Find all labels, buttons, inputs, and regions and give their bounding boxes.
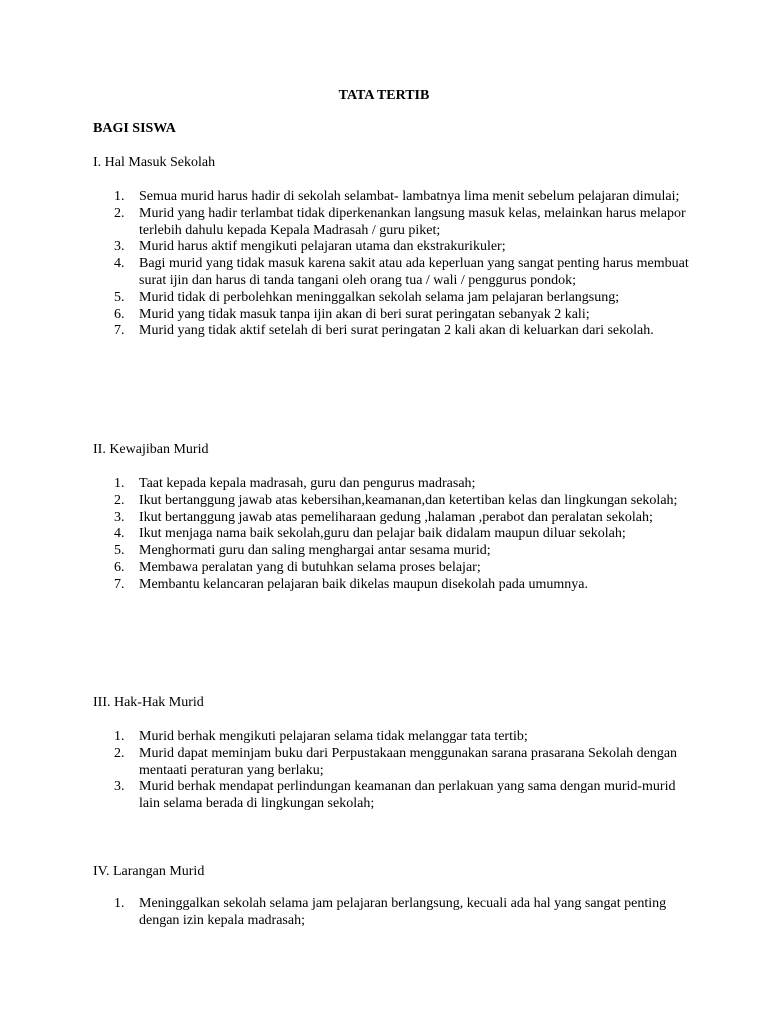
rule-item	[93, 239, 693, 256]
rule-text: Bagi murid yang tidak masuk karena sakit atau ada keperluan yang sangat penting harus membuat surat ijin dan harus di tanda tangani oleh orang tua / wali / penggurus pondok;	[139, 256, 689, 288]
rule-item	[93, 746, 693, 780]
document-title: TATA TERTIB	[338, 88, 430, 103]
rule-number: 1.	[114, 896, 125, 911]
section-heading-hal-masuk-sekolah: I. Hal Masuk Sekolah	[93, 155, 216, 170]
rule-number: 7.	[114, 323, 125, 339]
rule-item	[93, 577, 693, 594]
rule-text: Ikut bertanggung jawab atas kebersihan,keamanan,dan ketertiban kelas dan lingkungan sekolah;	[139, 492, 678, 508]
rule-number: 3.	[114, 779, 125, 795]
rule-text: Murid tidak di perbolehkan meninggalkan sekolah selama jam pelajaran berlangsung;	[139, 289, 620, 305]
rule-item	[93, 189, 693, 206]
rule-item	[93, 526, 693, 543]
rule-text: Murid yang hadir terlambat tidak diperkenankan langsung masuk kelas, melainkan harus melapor terlebih dahulu kepada Kepala Madrasah / guru piket;	[139, 205, 686, 238]
rule-number: 5.	[114, 543, 125, 559]
rule-item	[93, 206, 693, 240]
rule-text: Murid berhak mengikuti pelajaran selama tidak melanggar tata tertib;	[139, 729, 528, 744]
rule-number: 2.	[114, 205, 125, 221]
rule-list-hal-masuk-sekolah	[93, 189, 693, 340]
section-heading-larangan-murid: IV. Larangan Murid	[93, 864, 205, 879]
rule-item	[93, 779, 693, 813]
rule-list-hak-hak-murid	[93, 729, 693, 813]
rule-item	[93, 729, 693, 746]
rule-number: 5.	[114, 289, 125, 305]
rule-item	[93, 256, 693, 290]
rule-text: Murid dapat meminjam buku dari Perpustakaan menggunakan sarana prasarana Sekolah dengan mentaati peraturan yang berlaku;	[139, 745, 678, 778]
rule-item	[93, 493, 693, 510]
rule-text: Semua murid harus hadir di sekolah selambat- lambatnya lima menit sebelum pelajaran dimulai;	[139, 189, 680, 204]
rule-item	[93, 307, 693, 324]
rule-item	[93, 476, 693, 493]
rule-list-larangan-murid	[93, 896, 693, 930]
rule-number: 2.	[114, 492, 125, 508]
rule-text: Membawa peralatan yang di butuhkan selama proses belajar;	[139, 559, 481, 575]
rule-number: 1.	[114, 729, 125, 744]
rule-item	[93, 896, 693, 930]
rule-text: Membantu kelancaran pelajaran baik dikelas maupun disekolah pada umumnya.	[139, 576, 589, 592]
rule-text: Murid yang tidak aktif setelah di beri surat peringatan 2 kali akan di keluarkan dari sekolah.	[139, 323, 654, 339]
rule-number: 3.	[114, 509, 125, 525]
section-heading-kewajiban-murid: II. Kewajiban Murid	[93, 442, 209, 457]
rule-number: 3.	[114, 239, 125, 255]
document-subtitle: BAGI SISWA	[93, 121, 176, 136]
rule-number: 1.	[114, 189, 125, 204]
rule-number: 6.	[114, 559, 125, 575]
rule-text: Menghormati guru dan saling menghargai antar sesama murid;	[139, 543, 491, 559]
rule-number: 1.	[114, 476, 125, 491]
rule-item	[93, 543, 693, 560]
rule-text: Ikut bertanggung jawab atas pemeliharaan gedung ,halaman ,perabot dan peralatan sekolah;	[139, 509, 653, 525]
rule-list-kewajiban-murid	[93, 476, 693, 594]
rule-number: 2.	[114, 745, 125, 761]
rule-number: 7.	[114, 576, 125, 592]
rule-text: Meninggalkan sekolah selama jam pelajaran berlangsung, kecuali ada hal yang sangat penting dengan izin kepala madrasah;	[139, 896, 667, 928]
rule-number: 6.	[114, 306, 125, 322]
section-heading-hak-hak-murid: III. Hak-Hak Murid	[93, 695, 204, 710]
rule-number: 4.	[114, 526, 125, 542]
rule-text: Murid berhak mendapat perlindungan keamanan dan perlakuan yang sama dengan murid-murid lain selama berada di lingkungan sekolah;	[139, 779, 676, 812]
rule-item	[93, 510, 693, 527]
rule-item	[93, 323, 693, 340]
rule-item	[93, 560, 693, 577]
rule-text: Murid harus aktif mengikuti pelajaran utama dan ekstrakurikuler;	[139, 239, 506, 255]
rule-text: Murid yang tidak masuk tanpa ijin akan di beri surat peringatan sebanyak 2 kali;	[139, 306, 590, 322]
rule-number: 4.	[114, 256, 125, 272]
rule-text: Ikut menjaga nama baik sekolah,guru dan pelajar baik didalam maupun diluar sekolah;	[139, 526, 626, 542]
rule-item	[93, 290, 693, 307]
rule-text: Taat kepada kepala madrasah, guru dan pengurus madrasah;	[139, 476, 476, 491]
